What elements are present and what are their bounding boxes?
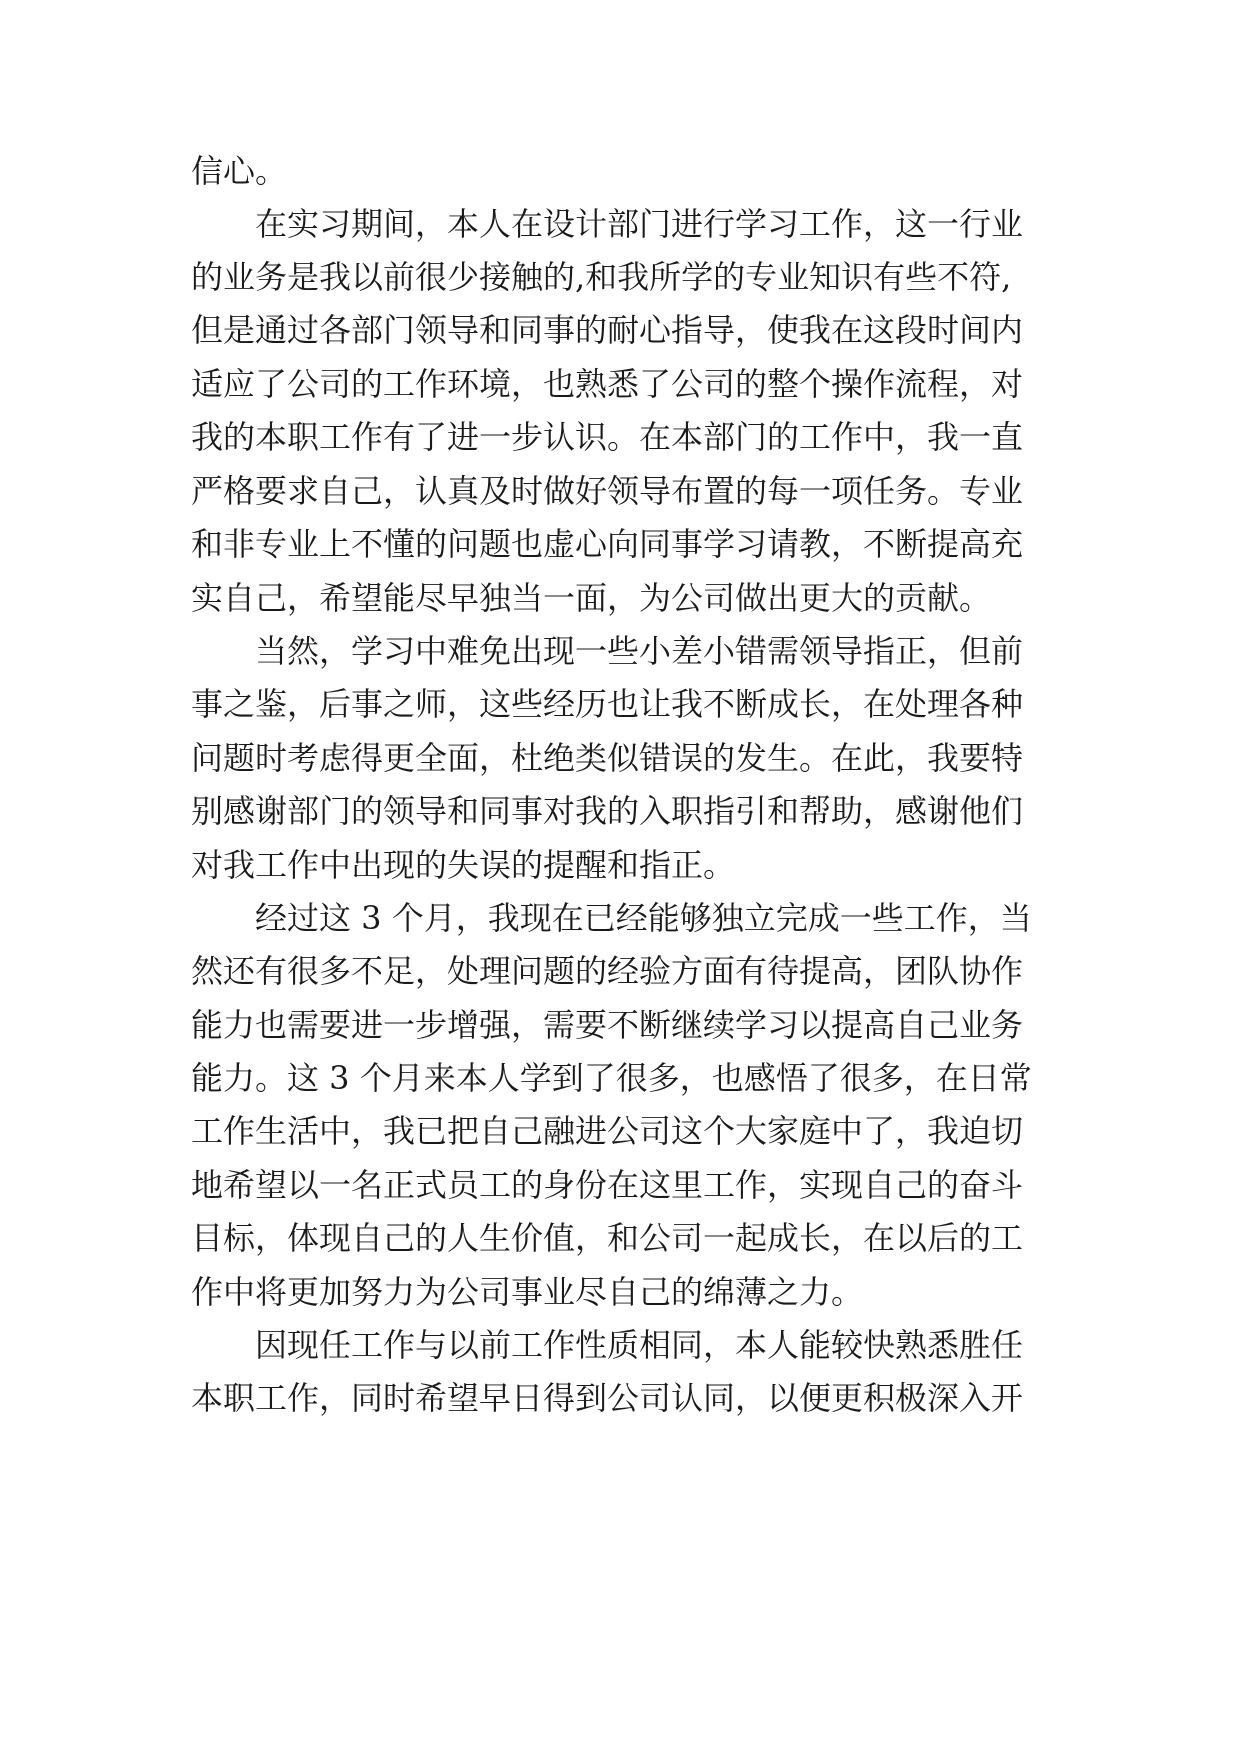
text-line: 当然，学习中难免出现一些小差小错需领导指正，但前 [255, 632, 1024, 670]
text-line: 能力也需要进一步增强，需要不断继续学习以提高自己业务 [191, 1006, 1024, 1044]
text-line: 因现任工作与以前工作性质相同，本人能较快熟悉胜任 [255, 1326, 1024, 1364]
text-line: 适应了公司的工作环境，也熟悉了公司的整个操作流程，对 [191, 365, 1024, 403]
text-line: 在实习期间，本人在设计部门进行学习工作，这一行业 [255, 205, 1024, 243]
text-line: 作中将更加努力为公司事业尽自己的绵薄之力。 [191, 1273, 864, 1311]
text-line: 实自己，希望能尽早独当一面，为公司做出更大的贡献。 [191, 579, 992, 617]
text-line: 工作生活中，我已把自己融进公司这个大家庭中了，我迫切 [191, 1112, 1024, 1150]
text-line: 和非专业上不懂的问题也虚心向同事学习请教，不断提高充 [191, 525, 1024, 563]
text-line: 严格要求自己，认真及时做好领导布置的每一项任务。专业 [191, 472, 1024, 510]
text-line: 然还有很多不足，处理问题的经验方面有待提高，团队协作 [191, 952, 1024, 990]
text-line: 我的本职工作有了进一步认识。在本部门的工作中，我一直 [191, 418, 1024, 456]
text-line: 经过这 3 个月，我现在已经能够独立完成一些工作，当 [255, 899, 1032, 937]
text-line: 地希望以一名正式员工的身份在这里工作，实现自己的奋斗 [191, 1166, 1024, 1204]
text-line: 但是通过各部门领导和同事的耐心指导，使我在这段时间内 [191, 311, 1024, 349]
text-line: 信心。 [191, 152, 288, 190]
text-line: 事之鉴，后事之师，这些经历也让我不断成长，在处理各种 [191, 685, 1024, 723]
text-line: 目标，体现自己的人生价值，和公司一起成长，在以后的工 [191, 1219, 1024, 1257]
text-line: 的业务是我以前很少接触的,和我所学的专业知识有些不符, [191, 258, 1012, 296]
text-line: 别感谢部门的领导和同事对我的入职指引和帮助，感谢他们 [191, 792, 1024, 830]
text-line: 对我工作中出现的失误的提醒和指正。 [191, 846, 736, 884]
text-line: 本职工作，同时希望早日得到公司认同，以便更积极深入开 [191, 1379, 1024, 1417]
text-line: 能力。这 3 个月来本人学到了很多，也感悟了很多，在日常 [191, 1059, 1032, 1097]
text-line: 问题时考虑得更全面，杜绝类似错误的发生。在此，我要特 [191, 739, 1024, 777]
